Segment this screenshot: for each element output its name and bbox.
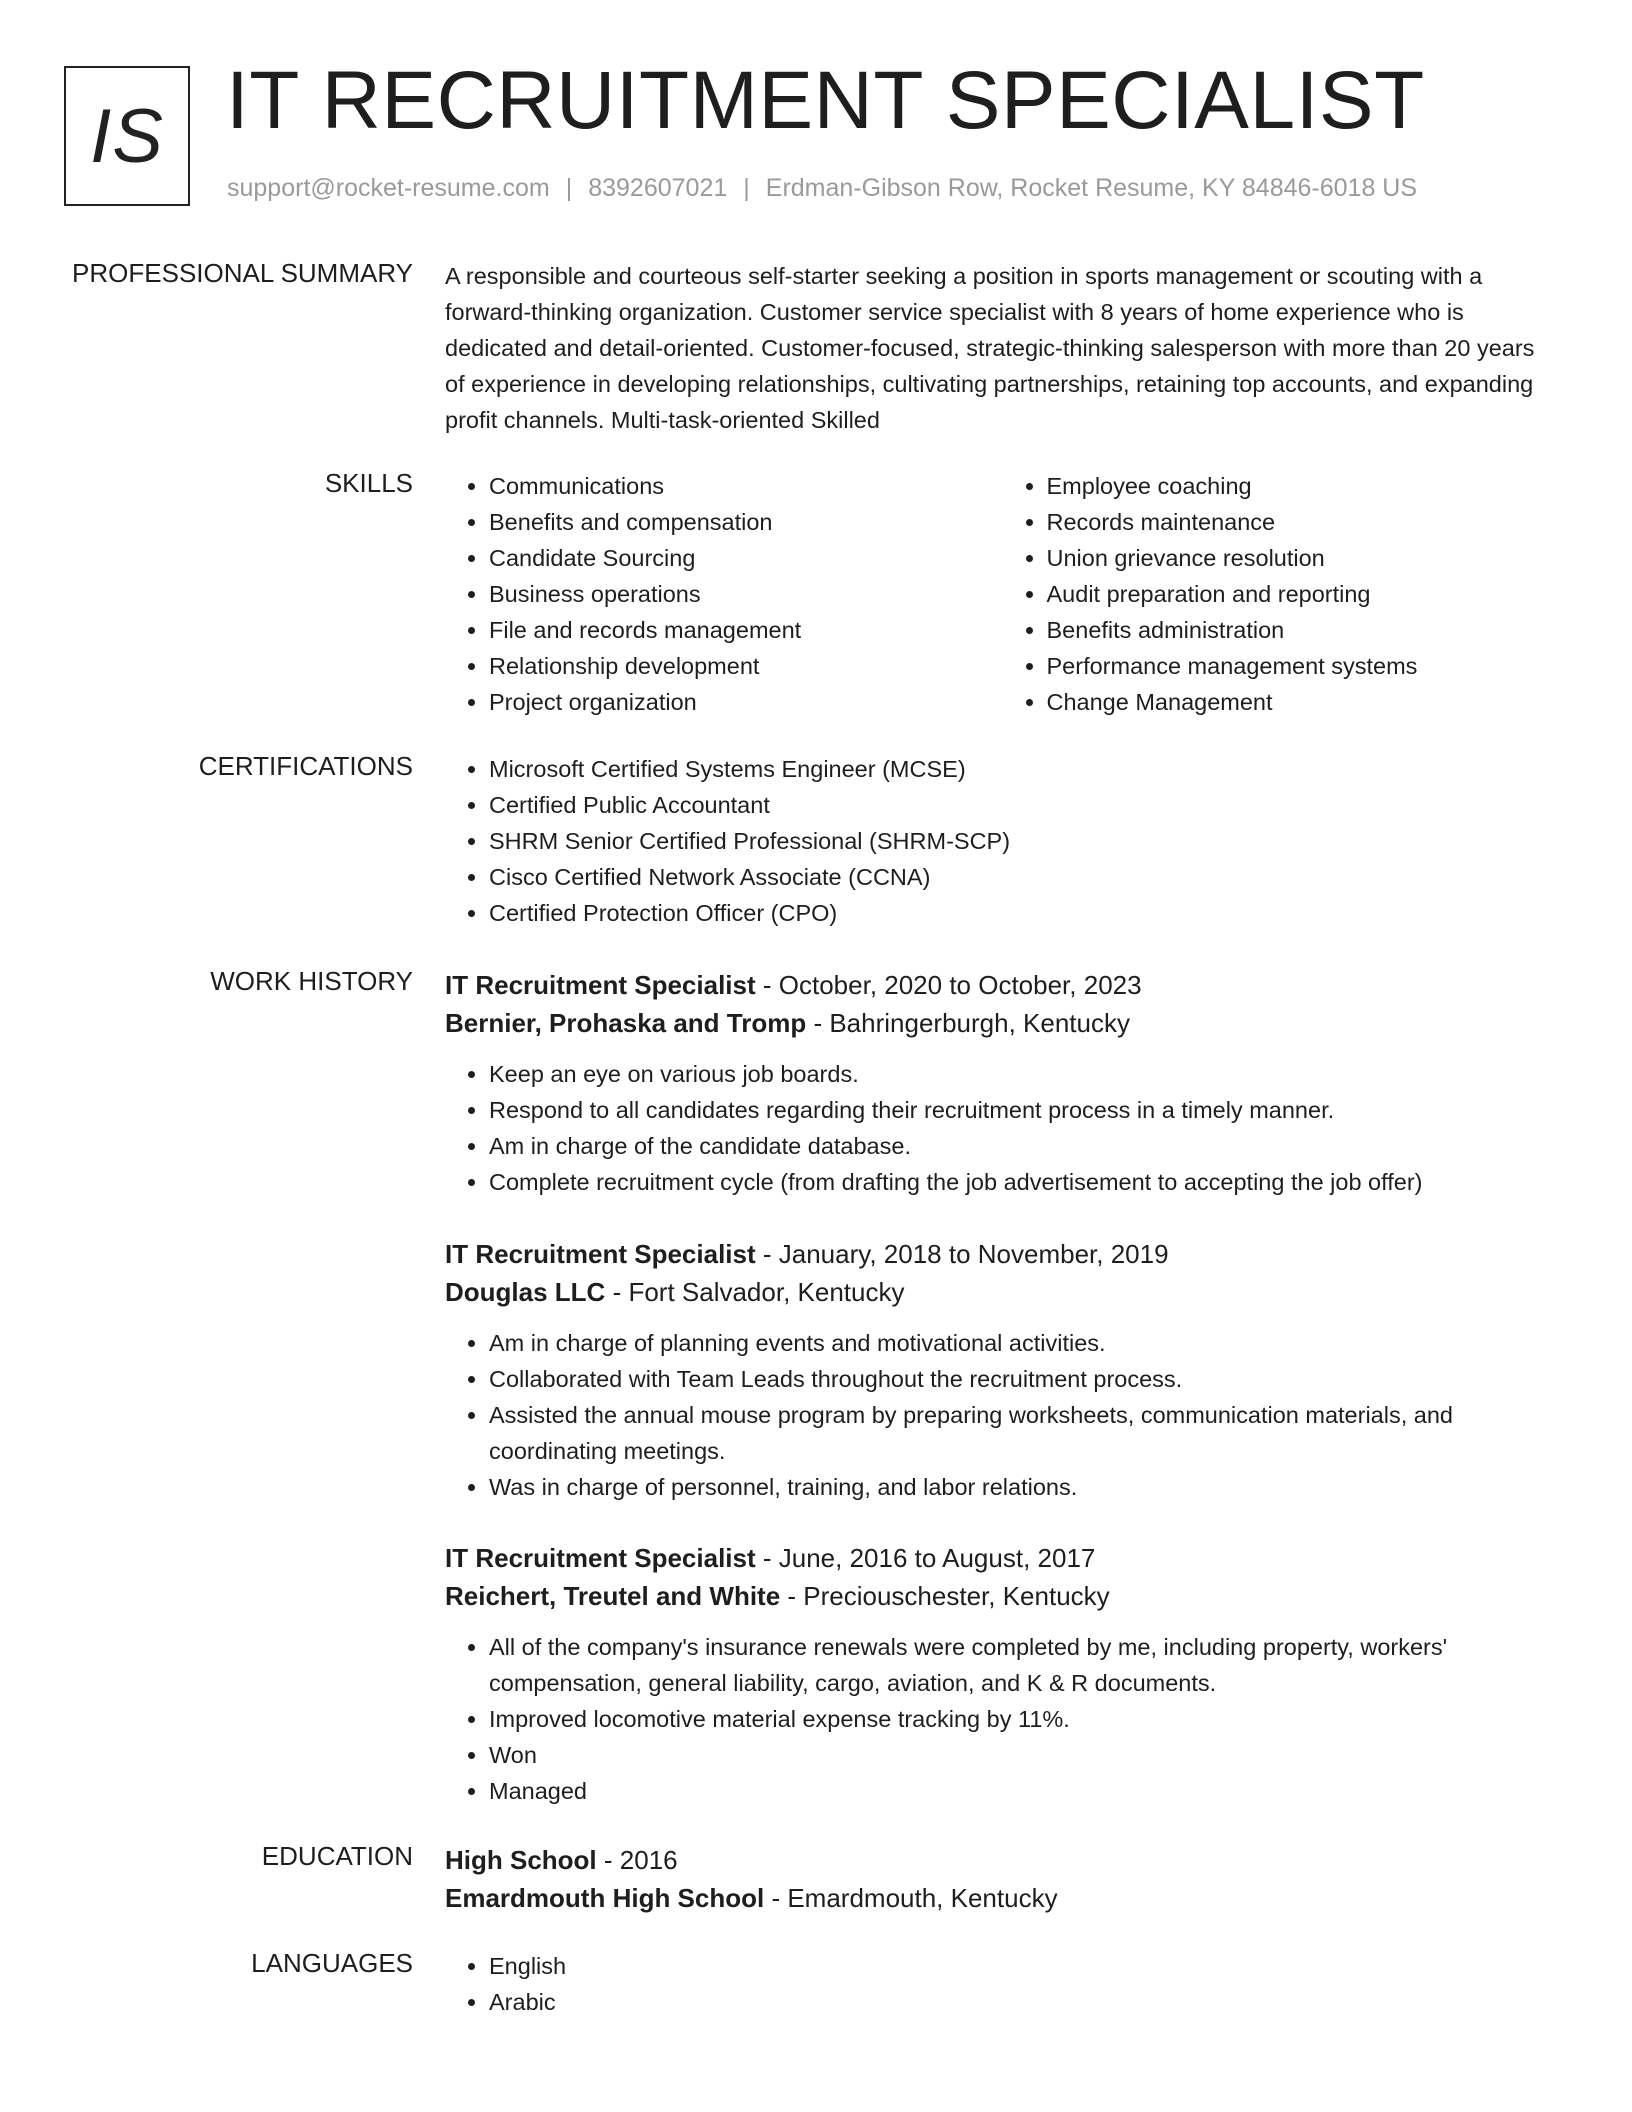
job-duty: • Am in charge of planning events and motivational activities. [489, 1325, 1560, 1361]
contact-phone[interactable]: 8392607021 [588, 174, 728, 202]
job-duty: • Am in charge of the candidate database. [489, 1128, 1560, 1164]
education-degree-line [445, 1841, 1560, 1879]
language-item: • English [489, 1948, 1560, 1984]
job-duties [445, 1629, 1560, 1809]
certifications-body [445, 751, 1560, 931]
job-duty: • All of the company's insurance renewals were completed by me, including property, workers' compensation, general liability, cargo, aviation, and K & R documents. [489, 1629, 1560, 1701]
job-title-line [445, 1539, 1560, 1577]
contact-separator: | [743, 174, 750, 202]
skill-item: • Relationship development [489, 648, 1003, 684]
skill-item: • Benefits administration [1047, 612, 1561, 648]
skill-item: • Employee coaching [1047, 468, 1561, 504]
job-title: IT Recruitment Specialist [445, 1543, 756, 1573]
education-school-line [445, 1879, 1560, 1917]
skill-item: • Records maintenance [1047, 504, 1561, 540]
skill-item: • Union grievance resolution [1047, 540, 1561, 576]
languages-list [445, 1948, 1560, 2020]
job-dates: - October, 2020 to October, 2023 [755, 970, 1142, 1000]
job-duties [445, 1325, 1560, 1505]
job-location: - Fort Salvador, Kentucky [605, 1277, 905, 1307]
page-title: IT RECRUITMENT SPECIALIST [226, 55, 1425, 146]
contact-email[interactable]: support@rocket-resume.com [227, 174, 550, 202]
certification-item: • SHRM Senior Certified Professional (SHRM-SCP) [489, 823, 1560, 859]
job-duties [445, 1056, 1560, 1200]
job-title-line [445, 966, 1560, 1004]
work-history-label: WORK HISTORY [210, 966, 413, 996]
contact-address: Erdman-Gibson Row, Rocket Resume, KY 84846-6018 US [765, 174, 1418, 202]
job-duty: • Keep an eye on various job boards. [489, 1056, 1560, 1092]
skills-label: SKILLS [324, 468, 413, 498]
monogram-logo [64, 66, 190, 206]
job-company: Reichert, Treutel and White [445, 1581, 781, 1611]
summary-label: PROFESSIONAL SUMMARY [72, 258, 413, 288]
monogram-initials: IS [90, 93, 164, 179]
skills-grid [445, 468, 1560, 720]
skill-item: • File and records management [489, 612, 1003, 648]
skills-list-right [1003, 468, 1561, 720]
job-entry [445, 1539, 1560, 1809]
certification-item: • Certified Public Accountant [489, 787, 1560, 823]
job-company-line [445, 1577, 1560, 1615]
certification-item: • Certified Protection Officer (CPO) [489, 895, 1560, 931]
education-location: - Emardmouth, Kentucky [764, 1883, 1058, 1913]
education-label: EDUCATION [261, 1841, 413, 1871]
job-duty: • Assisted the annual mouse program by preparing worksheets, communication materials, and coordinating meetings. [489, 1397, 1560, 1469]
job-duty: • Won [489, 1737, 1560, 1773]
summary-body [445, 258, 1560, 438]
certifications-label: CERTIFICATIONS [198, 751, 413, 781]
job-title: IT Recruitment Specialist [445, 970, 756, 1000]
skill-item: • Benefits and compensation [489, 504, 1003, 540]
job-entry [445, 1235, 1560, 1505]
job-title-line [445, 1235, 1560, 1273]
job-duty: • Improved locomotive material expense tracking by 11%. [489, 1701, 1560, 1737]
job-duty: • Collaborated with Team Leads throughout the recruitment process. [489, 1361, 1560, 1397]
job-duty: • Complete recruitment cycle (from drafting the job advertisement to accepting the job offer) [489, 1164, 1560, 1200]
skill-item: • Audit preparation and reporting [1047, 576, 1561, 612]
skill-item: • Business operations [489, 576, 1003, 612]
skill-item: • Performance management systems [1047, 648, 1561, 684]
job-title: IT Recruitment Specialist [445, 1239, 756, 1269]
job-dates: - June, 2016 to August, 2017 [755, 1543, 1096, 1573]
job-duty: • Was in charge of personnel, training, and labor relations. [489, 1469, 1560, 1505]
certification-item: • Cisco Certified Network Associate (CCNA) [489, 859, 1560, 895]
summary-text: A responsible and courteous self-starter seeking a position in sports management or scouting with a forward-thinking organization. Customer service specialist with 8 years of home experience who is dedicated and detail-oriented. Customer-focused, strategic-thinking salesperson with more than 20 years of experience in developing relationships, cultivating partnerships, retaining top accounts, and expanding profit channels. Multi-task-oriented Skilled [445, 263, 1535, 433]
job-dates: - January, 2018 to November, 2019 [755, 1239, 1169, 1269]
job-company: Douglas LLC [445, 1277, 606, 1307]
job-entry [445, 966, 1560, 1200]
education-year: - 2016 [596, 1845, 678, 1875]
education-school: Emardmouth High School [445, 1883, 765, 1913]
certification-item: • Microsoft Certified Systems Engineer (MCSE) [489, 751, 1560, 787]
contact-separator: | [565, 174, 573, 202]
skill-item: • Candidate Sourcing [489, 540, 1003, 576]
job-duty: • Managed [489, 1773, 1560, 1809]
skill-item: • Change Management [1047, 684, 1561, 720]
job-location: - Bahringerburgh, Kentucky [806, 1008, 1130, 1038]
languages-label: LANGUAGES [251, 1948, 413, 1978]
job-location: - Preciouschester, Kentucky [780, 1581, 1110, 1611]
job-duty: • Respond to all candidates regarding their recruitment process in a timely manner. [489, 1092, 1560, 1128]
skills-body [445, 468, 1560, 720]
language-item: • Arabic [489, 1984, 1560, 2020]
education-degree: High School [445, 1845, 597, 1875]
job-company-line [445, 1004, 1560, 1042]
skill-item: • Project organization [489, 684, 1003, 720]
contact-line [227, 174, 1417, 203]
skill-item: • Communications [489, 468, 1003, 504]
skills-list-left [445, 468, 1003, 720]
job-company-line [445, 1273, 1560, 1311]
certifications-list [445, 751, 1560, 931]
job-company: Bernier, Prohaska and Tromp [445, 1008, 807, 1038]
languages-body [445, 1948, 1560, 2020]
education-body [445, 1841, 1560, 1917]
